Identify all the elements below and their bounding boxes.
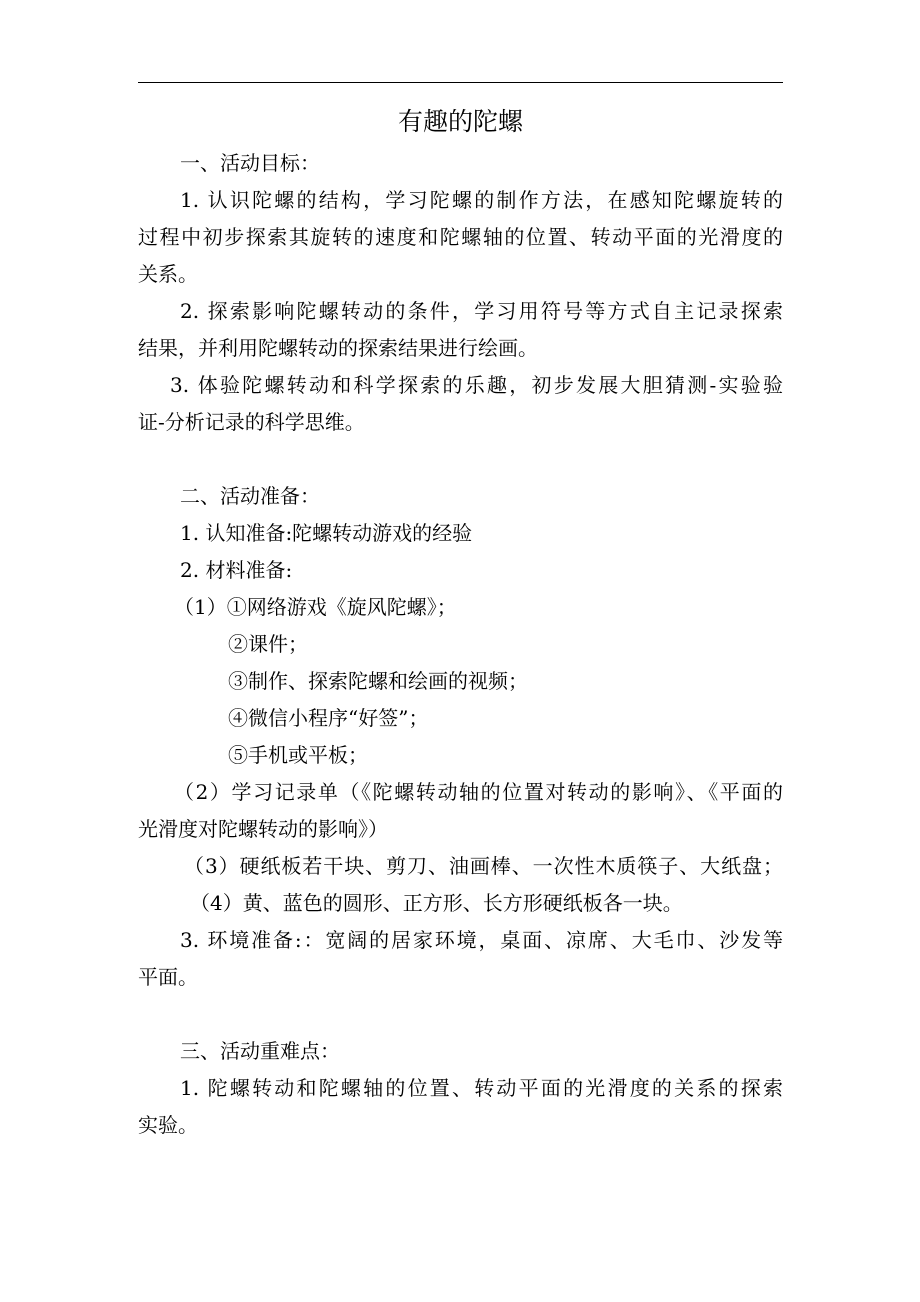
header-rule [138,82,783,83]
goal-2-line-1: 2. 探索影响陀螺转动的条件，学习用符号等方式自主记录探索 [180,299,783,323]
prep-sub1-item5: ⑤手机或平板； [228,743,368,767]
blank-line [138,441,783,478]
prep-sub2-line1: （2）学习记录单（《陀螺转动轴的位置对转动的影响》、《平面的 [174,780,783,804]
blank-line [138,996,783,1033]
prep-materials: 2. 材料准备: [180,558,293,582]
section-preparation-heading: 二、活动准备： [180,484,320,508]
section-keypoints-heading: 三、活动重难点： [180,1039,340,1063]
prep-environment-line2: 平面。 [138,965,198,989]
document-body [138,145,783,1144]
keypoint-1-line2: 实验。 [138,1113,198,1137]
prep-sub2-line2: 光滑度对陀螺转动的影响》） [138,817,388,841]
section-goals-heading: 一、活动目标： [180,151,320,175]
document-title: 有趣的陀螺 [397,107,523,136]
keypoint-1-line1: 1. 陀螺转动和陀螺轴的位置、转动平面的光滑度的关系的探索 [180,1076,783,1100]
prep-sub1-item2: ②课件； [228,632,308,656]
prep-sub4: （4）黄、蓝色的圆形、正方形、长方形硬纸板各一块。 [190,891,683,915]
prep-sub1-item4: ④微信小程序“好签”； [228,706,429,730]
goal-1-line-3: 关系。 [138,262,198,286]
goal-2-line-2: 结果，并利用陀螺转动的探索结果进行绘画。 [138,336,538,360]
prep-sub3: （3）硬纸板若干块、剪刀、油画棒、一次性木质筷子、大纸盘； [184,854,783,878]
prep-sub1-item1: （1）①网络游戏《旋风陀螺》； [174,595,457,619]
prep-environment-line1: 3. 环境准备:：宽阔的居家环境，桌面、凉席、大毛巾、沙发等 [180,928,783,952]
goal-1-line-2: 过程中初步探索其旋转的速度和陀螺轴的位置、转动平面的光滑度的 [138,225,783,249]
goal-3-line-2: 证-分析记录的科学思维。 [138,410,365,434]
goal-3-line-1: 3. 体验陀螺转动和科学探索的乐趣，初步发展大胆猜测-实验验 [170,373,783,397]
prep-sub1-item3: ③制作、探索陀螺和绘画的视频； [228,669,528,693]
goal-1-line-1: 1. 认识陀螺的结构，学习陀螺的制作方法，在感知陀螺旋转的 [180,188,783,212]
prep-cognitive: 1. 认知准备:陀螺转动游戏的经验 [180,521,473,545]
